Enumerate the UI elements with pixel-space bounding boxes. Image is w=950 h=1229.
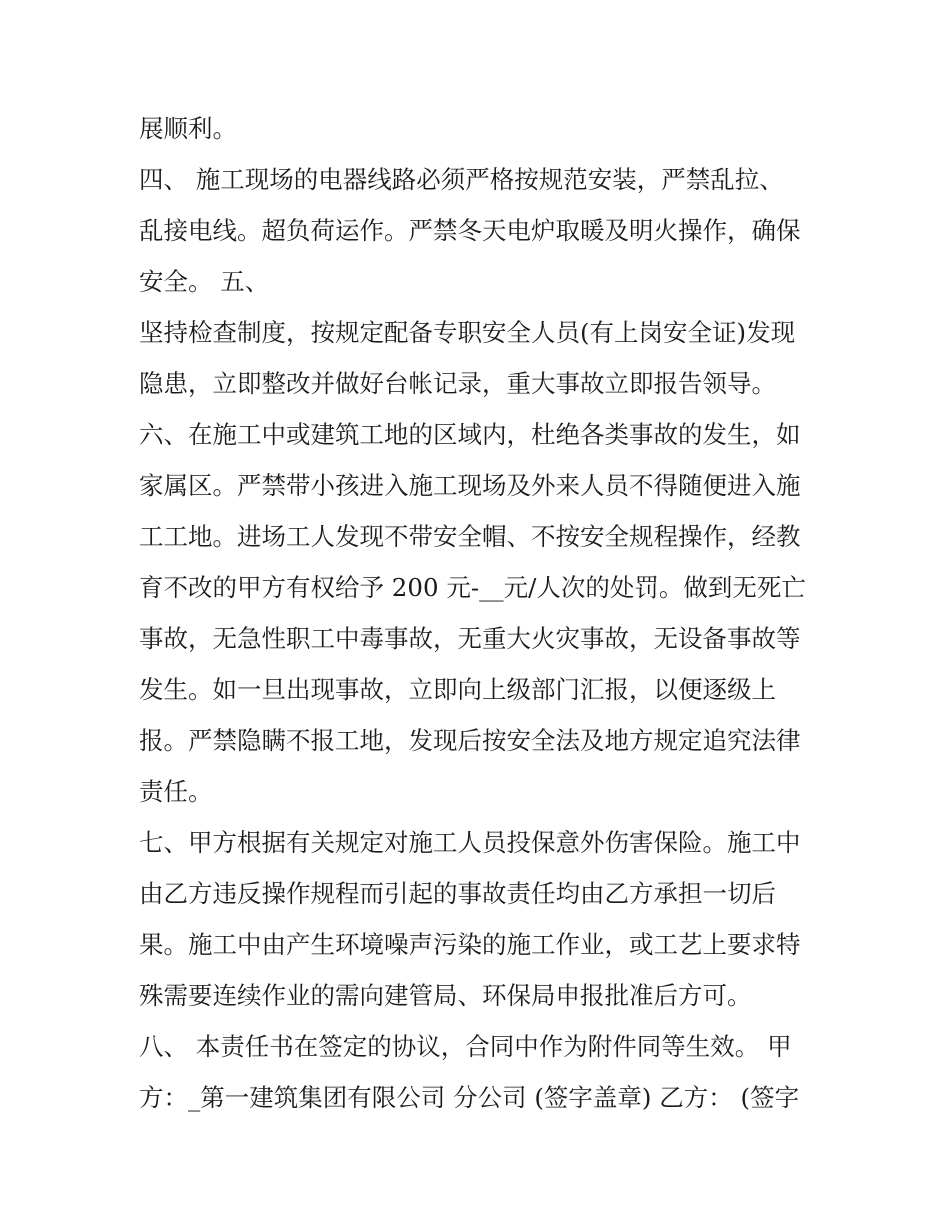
text-line: 隐患，立即整改并做好台帐记录，重大事故立即报告领导。 xyxy=(139,369,776,398)
text-line: 家属区。严禁带小孩进入施工现场及外来人员不得随便进入施 xyxy=(139,471,801,500)
text-line: 八、 本责任书在签定的协议，合同中作为附件同等生效。 甲 xyxy=(139,1032,792,1061)
text-line: 责任。 xyxy=(139,777,213,806)
text-line: 展顺利。 xyxy=(139,114,237,143)
text-line: 由乙方违反操作规程而引起的事故责任均由乙方承担一切后 xyxy=(139,879,776,908)
text-line: 坚持检查制度，按规定配备专职安全人员(有上岗安全证)发现 xyxy=(139,318,796,347)
text-line: 四、 施工现场的电器线路必须严格按规范安装，严禁乱拉、 xyxy=(139,165,784,194)
text-line: 发生。如一旦出现事故，立即向上级部门汇报，以便逐级上 xyxy=(139,675,776,704)
text-line: 殊需要连续作业的需向建管局、环保局申报批准后方可。 xyxy=(139,981,752,1010)
text-line: 事故，无急性职工中毒事故，无重大火灾事故，无设备事故等 xyxy=(139,624,801,653)
text-line: 果。施工中由产生环境噪声污染的施工作业，或工艺上要求特 xyxy=(139,930,801,959)
text-line: 工工地。进场工人发现不带安全帽、不按安全规程操作，经教 xyxy=(139,522,801,551)
text-line: 乱接电线。超负荷运作。严禁冬天电炉取暖及明火操作，确保 xyxy=(139,216,801,245)
text-line: 方：_第一建筑集团有限公司 分公司 (签字盖章) 乙方： (签字 xyxy=(139,1083,800,1112)
text-line: 安全。 五、 xyxy=(139,267,270,296)
text-line: 七、甲方根据有关规定对施工人员投保意外伤害保险。施工中 xyxy=(139,828,801,857)
text-line: 报。严禁隐瞒不报工地，发现后按安全法及地方规定追究法律 xyxy=(139,726,801,755)
text-line: 六、在施工中或建筑工地的区域内，杜绝各类事故的发生，如 xyxy=(139,420,801,449)
text-line: 育不改的甲方有权给予 200 元-__元/人次的处罚。做到无死亡 xyxy=(139,573,806,602)
